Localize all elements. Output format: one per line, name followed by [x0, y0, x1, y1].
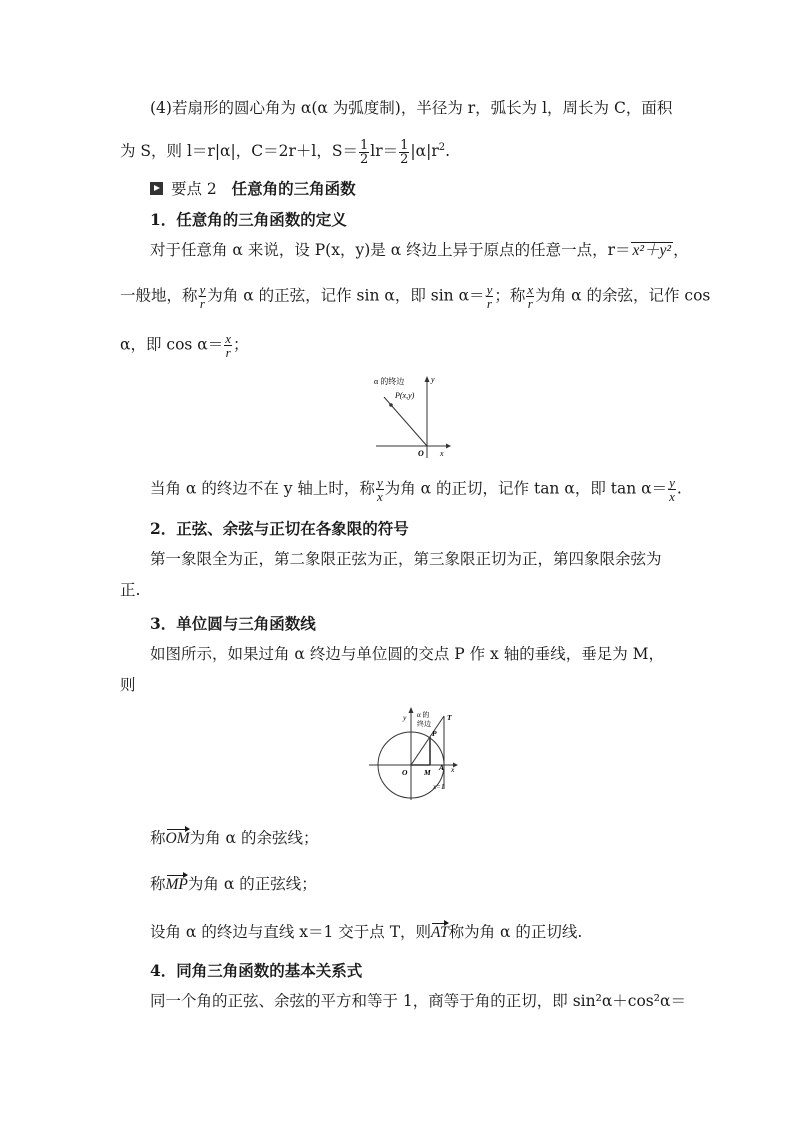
- y-over-x: $\frac{y}{x}$: [376, 475, 383, 504]
- period: .: [445, 142, 451, 161]
- p-label: P: [432, 729, 437, 738]
- text: 一般地，称: [120, 286, 198, 305]
- cosine-def: 为角 α 的余弦，记作 cos: [535, 286, 711, 305]
- x-over-r: $\frac{x}{r}$: [527, 282, 534, 311]
- text: 设角 α 的终边与直线 x＝1 交于点 T，则: [150, 923, 432, 941]
- section-1-title: 1．任意角的三角函数的定义: [150, 210, 347, 229]
- t-label: T: [447, 713, 452, 722]
- terminal-label: α 的终边: [374, 377, 405, 386]
- unit-circle-line-2: 则: [120, 676, 136, 694]
- sector-formula-text: 为 S，则 l＝r|α|，C＝2r＋l，S＝: [120, 142, 358, 161]
- tangent-definition: [150, 475, 682, 504]
- play-arrow-icon: [150, 182, 163, 195]
- x-label: x: [451, 765, 455, 774]
- sector-formula-line-2: [120, 136, 676, 166]
- terminal-label-1: α 的: [417, 711, 430, 719]
- radius-sqrt: x²＋y²: [632, 242, 672, 259]
- square-exponent: 2: [438, 142, 446, 153]
- sine-line-text: [150, 872, 676, 897]
- period: .: [676, 479, 682, 498]
- text: 称: [150, 875, 166, 893]
- heading-title: 任意角的三角函数: [231, 179, 356, 198]
- tangent-line-text: [150, 920, 676, 945]
- a-label: A: [439, 763, 445, 772]
- section-4-title: 4．同角三角函数的基本关系式: [150, 961, 363, 980]
- text: 为角 α 的余弦线；: [189, 829, 319, 847]
- x-over-r-2: $\frac{x}{r}$: [225, 331, 232, 360]
- definition-line-2: [120, 282, 711, 311]
- section-2-title: 2．正弦、余弦与正切在各象限的符号: [150, 519, 409, 538]
- unit-circle-line-1: 如图所示，如果过角 α 终边与单位圆的交点 P 作 x 轴的垂线，垂足为 M，: [150, 645, 664, 663]
- y-over-r-2: $\frac{y}{r}$: [486, 282, 493, 311]
- y-over-x-2: $\frac{y}{x}$: [669, 475, 675, 504]
- y-over-r: $\frac{y}{r}$: [199, 282, 206, 311]
- quadrant-signs-line-1: 第一象限全为正，第二象限正弦为正，第三象限正切为正，第四象限余弦为: [150, 550, 662, 568]
- half-fraction: $\frac{1}{2}$: [359, 137, 369, 167]
- cosine-line-text: [150, 826, 676, 851]
- x-label: x: [440, 449, 444, 458]
- terminal-side-figure: [360, 370, 460, 462]
- vector-at: AT: [431, 921, 449, 945]
- terminal-label-2: 终边: [417, 720, 431, 728]
- half-fraction-2: $\frac{1}{2}$: [400, 137, 409, 167]
- definition-line-1: [150, 238, 689, 262]
- sector-area-lr: lr＝: [370, 142, 399, 161]
- definition-line-3: [120, 332, 676, 359]
- text: 当角 α 的终边不在 y 轴上时，称: [150, 479, 375, 498]
- quadrant-signs-line-2: 正.: [120, 581, 141, 599]
- sector-formula-line-1: (4)若扇形的圆心角为 α(α 为弧度制)，半径为 r，弧长为 l，周长为 C，面积: [150, 99, 673, 117]
- semicolon: ；: [233, 335, 249, 354]
- text: 为角 α 的正切，记作 tan α，即 tan α＝: [384, 479, 668, 498]
- definition-text: 对于任意角 α 来说，设 P(x，y)是 α 终边上异于原点的任意一点，r＝: [150, 241, 631, 259]
- point-p: [389, 403, 393, 407]
- text: 称为角 α 的正切线.: [448, 923, 583, 941]
- y-label: y: [431, 375, 435, 384]
- comma: ，: [673, 241, 689, 259]
- vector-om: OM: [166, 827, 190, 851]
- section-heading: [150, 177, 676, 201]
- heading-marker: 要点 2: [171, 180, 217, 198]
- sine-def: 为角 α 的正弦，记作 sin α，即 sin α＝: [207, 286, 485, 305]
- text: ；称: [494, 286, 526, 305]
- basic-relation-line: 同一个角的正弦、余弦的平方和等于 1，商等于角的正切，即 sin²α＋cos²α＝: [150, 992, 686, 1010]
- text: 称: [150, 829, 166, 847]
- m-label: M: [424, 768, 431, 777]
- text: 为角 α 的正弦线；: [187, 875, 317, 893]
- y-label: y: [403, 713, 407, 722]
- section-3-title: 3．单位圆与三角函数线: [150, 614, 316, 633]
- vector-mp: MP: [166, 873, 188, 897]
- o-label: O: [402, 768, 408, 777]
- cosine-eq: α，即 cos α＝: [120, 335, 224, 354]
- x-equals-1-label: x=1: [433, 783, 445, 791]
- point-label: P(x,y): [395, 391, 415, 400]
- unit-circle-figure: [363, 703, 465, 803]
- sector-area-alpha: |α|r: [410, 142, 439, 161]
- origin-label: O: [418, 449, 424, 458]
